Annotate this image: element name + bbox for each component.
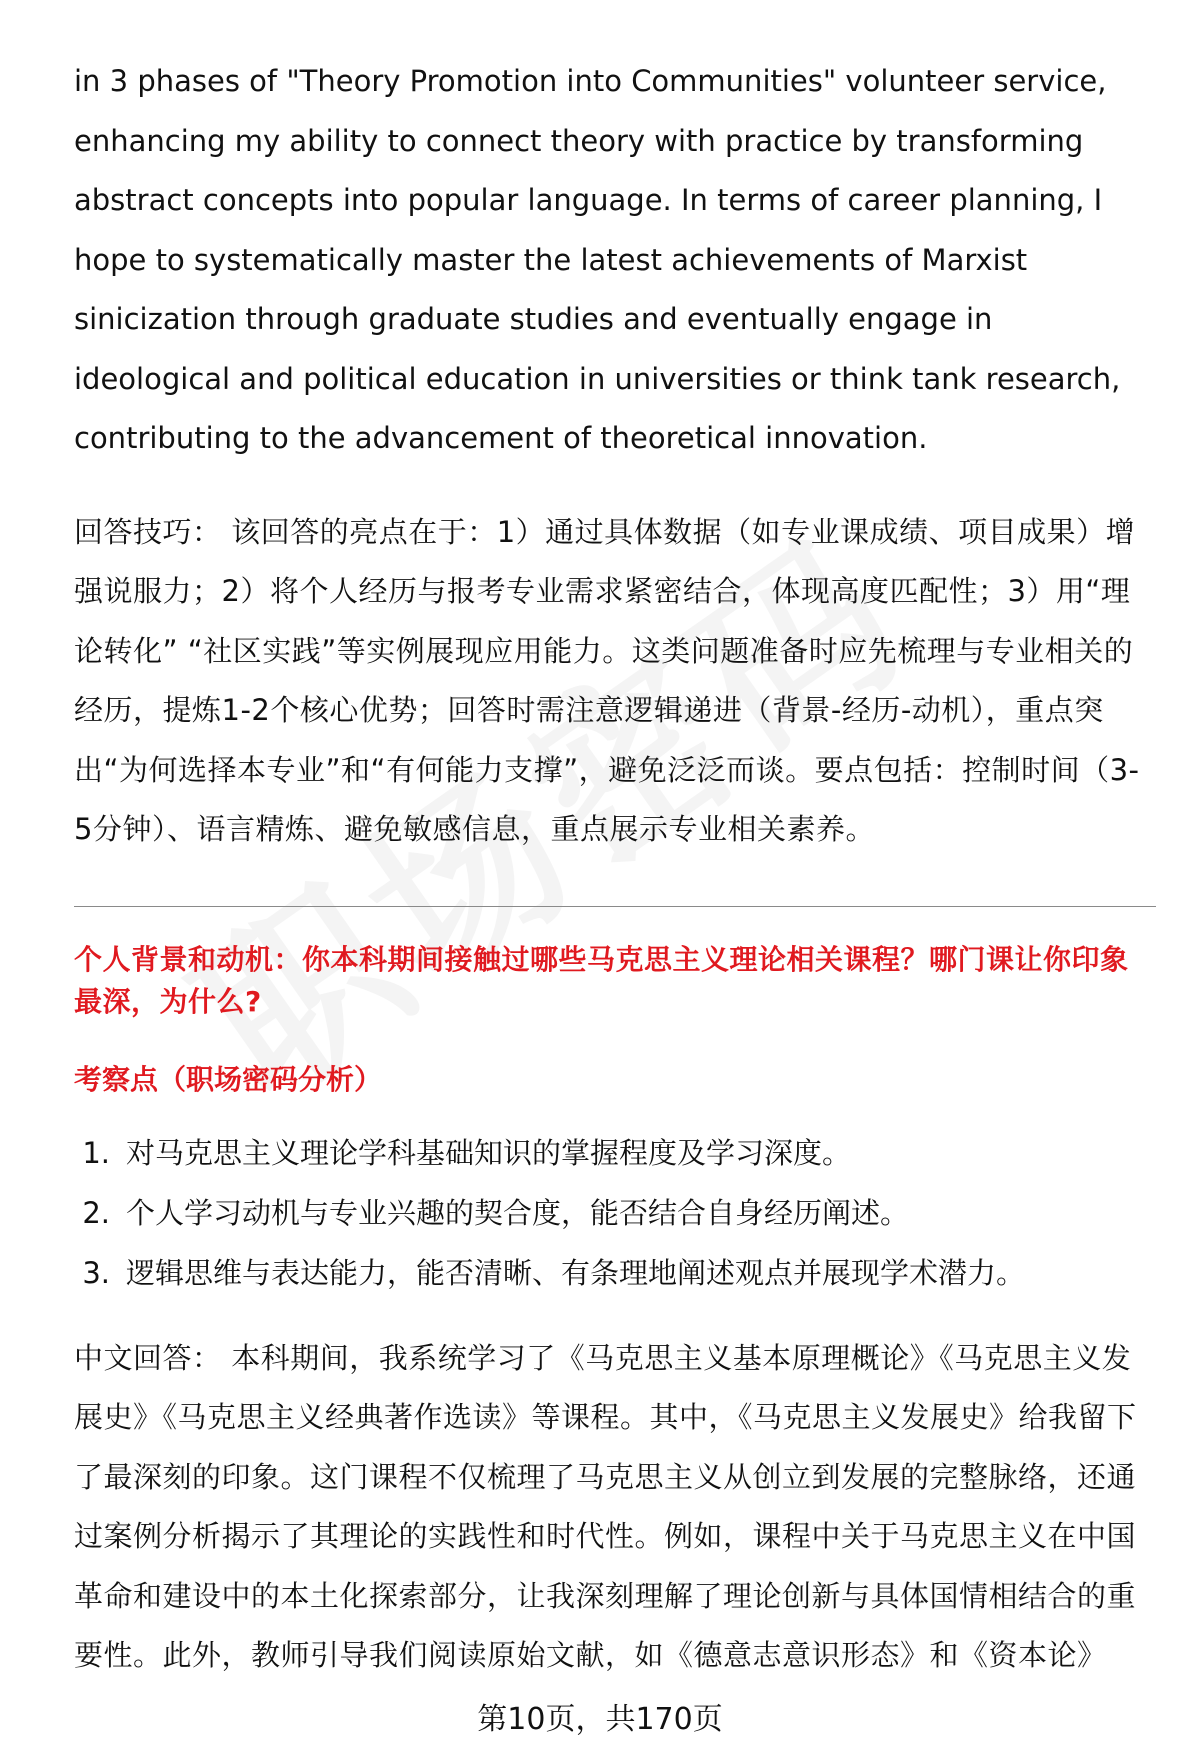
list-item-number: 3.	[82, 1255, 110, 1290]
page-content	[74, 52, 1154, 1686]
interview-question-heading: 个人背景和动机：你本科期间接触过哪些马克思主义理论相关课程？哪门课让你印象最深，为什么?	[74, 942, 1129, 1018]
section-divider	[74, 906, 1156, 907]
page-number-footer: 第10页，共170页	[477, 1702, 723, 1737]
list-item-text: 逻辑思维与表达能力，能否清晰、有条理地阐述观点并展现学术潜力。	[126, 1255, 1026, 1290]
assessment-points-heading: 考察点（职场密码分析）	[74, 1062, 383, 1096]
list-item	[74, 1183, 1154, 1243]
chinese-answer-paragraph: 中文回答： 本科期间，我系统学习了《马克思主义基本原理概论》《马克思主义发展史》《马克思主义经典著作选读》等课程。其中，《马克思主义发展史》给我留下了最深刻的印象。这门课程不仅梳理了马克思主义从创立到发展的完整脉络，还通过案例分析揭示了其理论的实践性和时代性。例如，课程中关于马克思主义在中国革命和建设中的本土化探索部分，让我深刻理解了理论创新与具体国情相结合的重要性。此外，教师引导我们阅读原始文献，如《德意志意识形态》和《资本论》	[74, 1340, 1137, 1672]
list-item	[74, 1243, 1154, 1303]
list-item-number: 2.	[82, 1195, 110, 1230]
list-item-text: 个人学习动机与专业兴趣的契合度，能否结合自身经历阐述。	[126, 1195, 910, 1230]
list-item-text: 对马克思主义理论学科基础知识的掌握程度及学习深度。	[126, 1135, 852, 1170]
list-item	[74, 1123, 1154, 1183]
assessment-points-list	[74, 1123, 1154, 1303]
list-item-number: 1.	[82, 1135, 110, 1170]
intro-paragraph: in 3 phases of "Theory Promotion into Communities" volunteer service, enhancing my ability to connect theory with practice by transforming abstract concepts into popular language. In terms of career planning, I hope to systematically master the latest achievements of Marxist sinicization through graduate studies and eventually engage in ideological and political education in universities or think tank research, contributing to the advancement of theoretical innovation.	[74, 64, 1121, 455]
answer-tips-paragraph: 回答技巧： 该回答的亮点在于：1）通过具体数据（如专业课成绩、项目成果）增强说服力；2）将个人经历与报考专业需求紧密结合，体现高度匹配性；3）用“理论转化” “社区实践”等实例展现应用能力。这类问题准备时应先梳理与专业相关的经历，提炼1-2个核心优势；回答时需注意逻辑递进（背景-经历-动机），重点突出“为何选择本专业”和“有何能力支撑”，避免泛泛而谈。要点包括：控制时间（3-5分钟）、语言精炼、避免敏感信息，重点展示专业相关素养。	[74, 514, 1140, 846]
